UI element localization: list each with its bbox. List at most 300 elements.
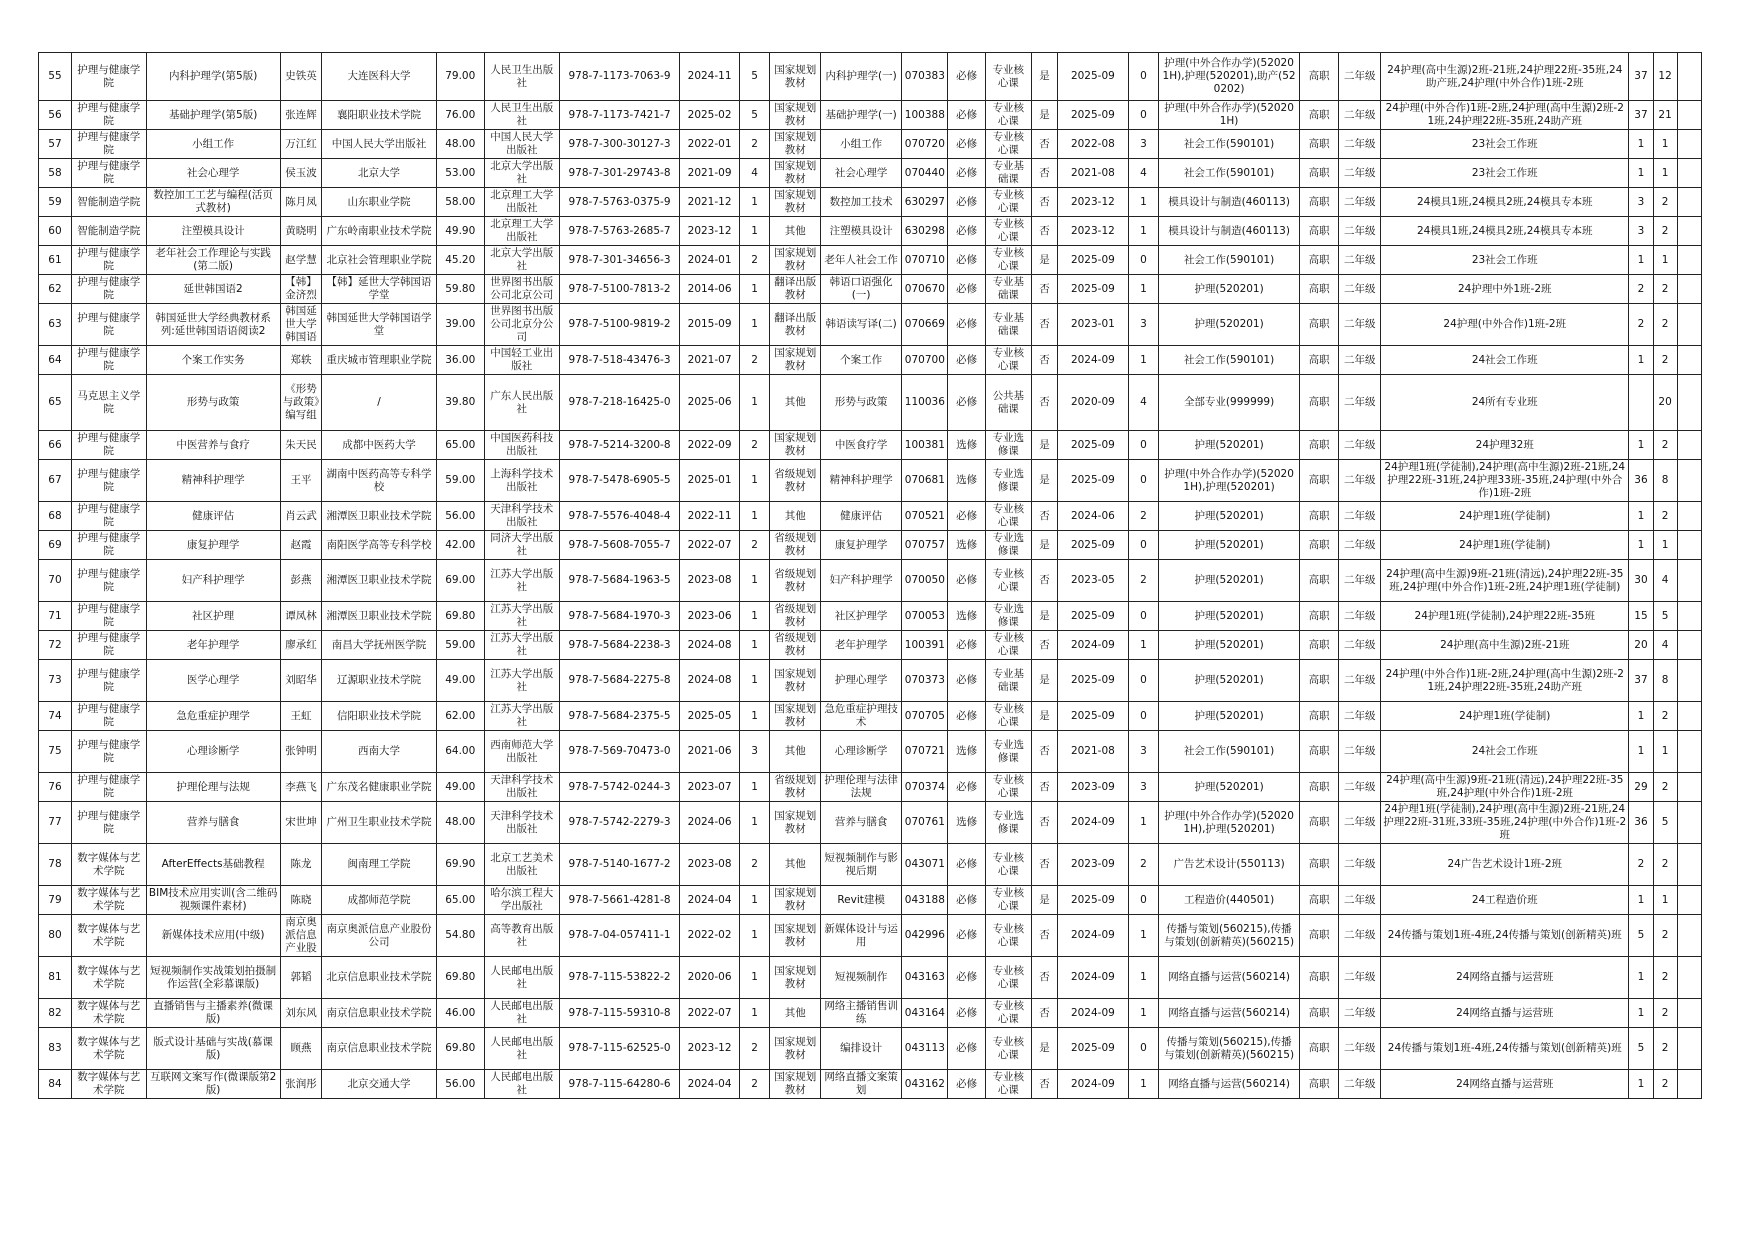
extra-cell [1677, 802, 1701, 844]
edition: 2 [739, 844, 770, 886]
edition: 1 [739, 375, 770, 431]
extra-cell [1677, 304, 1701, 346]
new-textbook-flag: 是 [1031, 431, 1057, 460]
textbook-title: 社区护理 [146, 602, 280, 631]
author-affiliation: 北京社会管理职业学院 [322, 246, 436, 275]
education-level: 高职 [1299, 631, 1339, 660]
usage-years: 3 [1128, 304, 1159, 346]
education-level: 高职 [1299, 130, 1339, 159]
course-category: 专业选修课 [985, 531, 1031, 560]
course-name: 护理心理学 [821, 660, 902, 702]
extra-cell [1677, 602, 1701, 631]
classes: 24护理(高中生源)2班-21班 [1381, 631, 1629, 660]
author-affiliation: 广州卫生职业技术学院 [322, 802, 436, 844]
course-name: 个案工作 [821, 346, 902, 375]
first-use-date: 2025-09 [1058, 101, 1128, 130]
isbn: 978-7-115-64280-6 [559, 1070, 680, 1099]
teacher-count: 4 [1653, 631, 1677, 660]
publisher: 哈尔滨工程大学出版社 [484, 886, 559, 915]
course-name: 韩语读写译(二) [821, 304, 902, 346]
table-row [39, 915, 1702, 957]
major: 护理(520201) [1159, 660, 1300, 702]
isbn: 978-7-5684-2238-3 [559, 631, 680, 660]
course-code: 070721 [902, 731, 948, 773]
price: 39.80 [436, 375, 484, 431]
classes: 24工程造价班 [1381, 886, 1629, 915]
textbook-type: 其他 [770, 844, 821, 886]
course-category: 专业核心课 [985, 346, 1031, 375]
row-number: 84 [39, 1070, 72, 1099]
teacher-count: 2 [1653, 915, 1677, 957]
course-nature: 必修 [948, 844, 985, 886]
education-level: 高职 [1299, 275, 1339, 304]
new-textbook-flag: 否 [1031, 957, 1057, 999]
table-row [39, 999, 1702, 1028]
classes: 24护理(高中生源)9班-21班(清远),24护理22班-35班,24护理(中外合作)1班-2班 [1381, 773, 1629, 802]
textbook-title: 个案工作实务 [146, 346, 280, 375]
education-level: 高职 [1299, 502, 1339, 531]
classes: 24护理(高中生源)2班-21班,24护理22班-35班,24助产班,24护理(中外合作)1班-2班 [1381, 53, 1629, 101]
extra-cell [1677, 188, 1701, 217]
major: 护理(中外合作办学)(520201H) [1159, 101, 1300, 130]
new-textbook-flag: 是 [1031, 1028, 1057, 1070]
teacher-count: 2 [1653, 1028, 1677, 1070]
college: 数字媒体与艺术学院 [71, 957, 146, 999]
author: 侯玉波 [280, 159, 322, 188]
author: 郭韬 [280, 957, 322, 999]
course-nature: 必修 [948, 560, 985, 602]
new-textbook-flag: 否 [1031, 999, 1057, 1028]
isbn: 978-7-5661-4281-8 [559, 886, 680, 915]
college: 护理与健康学院 [71, 502, 146, 531]
education-level: 高职 [1299, 159, 1339, 188]
education-level: 高职 [1299, 660, 1339, 702]
course-nature: 必修 [948, 631, 985, 660]
edition: 1 [739, 502, 770, 531]
price: 59.80 [436, 275, 484, 304]
usage-years: 0 [1128, 1028, 1159, 1070]
table-row [39, 375, 1702, 431]
grade: 二年级 [1339, 304, 1381, 346]
table-row [39, 531, 1702, 560]
author: 朱天民 [280, 431, 322, 460]
grade: 二年级 [1339, 560, 1381, 602]
textbook-type: 国家规划教材 [770, 130, 821, 159]
first-use-date: 2025-09 [1058, 460, 1128, 502]
author-affiliation: 广东茂名健康职业学院 [322, 773, 436, 802]
author-affiliation: 湘潭医卫职业技术学院 [322, 560, 436, 602]
course-category: 专业核心课 [985, 631, 1031, 660]
textbook-type: 翻译出版教材 [770, 304, 821, 346]
publish-date: 2024-08 [680, 660, 739, 702]
publisher: 同济大学出版社 [484, 531, 559, 560]
textbook-title: 精神科护理学 [146, 460, 280, 502]
publish-date: 2024-11 [680, 53, 739, 101]
new-textbook-flag: 是 [1031, 246, 1057, 275]
first-use-date: 2023-09 [1058, 844, 1128, 886]
row-number: 61 [39, 246, 72, 275]
first-use-date: 2025-09 [1058, 886, 1128, 915]
classes: 24护理(中外合作)1班-2班 [1381, 304, 1629, 346]
author-affiliation: 襄阳职业技术学院 [322, 101, 436, 130]
course-name: 精神科护理学 [821, 460, 902, 502]
course-category: 专业基础课 [985, 304, 1031, 346]
course-nature: 必修 [948, 101, 985, 130]
textbook-title: 老年护理学 [146, 631, 280, 660]
college: 护理与健康学院 [71, 660, 146, 702]
college: 护理与健康学院 [71, 460, 146, 502]
author: 王虹 [280, 702, 322, 731]
grade: 二年级 [1339, 346, 1381, 375]
major: 护理(中外合作办学)(520201H),护理(520201) [1159, 802, 1300, 844]
new-textbook-flag: 否 [1031, 802, 1057, 844]
author-affiliation: 闽南理工学院 [322, 844, 436, 886]
class-count: 1 [1629, 431, 1653, 460]
publish-date: 2022-07 [680, 531, 739, 560]
new-textbook-flag: 否 [1031, 502, 1057, 531]
author-affiliation: 北京交通大学 [322, 1070, 436, 1099]
education-level: 高职 [1299, 1070, 1339, 1099]
extra-cell [1677, 431, 1701, 460]
price: 49.00 [436, 660, 484, 702]
price: 49.90 [436, 217, 484, 246]
course-nature: 必修 [948, 957, 985, 999]
education-level: 高职 [1299, 886, 1339, 915]
publish-date: 2023-12 [680, 1028, 739, 1070]
edition: 1 [739, 999, 770, 1028]
price: 46.00 [436, 999, 484, 1028]
teacher-count: 1 [1653, 731, 1677, 773]
education-level: 高职 [1299, 304, 1339, 346]
price: 76.00 [436, 101, 484, 130]
course-code: 070053 [902, 602, 948, 631]
isbn: 978-7-1173-7063-9 [559, 53, 680, 101]
publish-date: 2024-04 [680, 886, 739, 915]
grade: 二年级 [1339, 1028, 1381, 1070]
usage-years: 1 [1128, 217, 1159, 246]
course-category: 专业基础课 [985, 275, 1031, 304]
publish-date: 2022-07 [680, 999, 739, 1028]
course-category: 专业选修课 [985, 460, 1031, 502]
course-nature: 必修 [948, 246, 985, 275]
college: 数字媒体与艺术学院 [71, 886, 146, 915]
usage-years: 0 [1128, 602, 1159, 631]
course-category: 专业核心课 [985, 702, 1031, 731]
course-nature: 必修 [948, 915, 985, 957]
class-count: 20 [1629, 631, 1653, 660]
course-code: 070705 [902, 702, 948, 731]
isbn: 978-7-5684-2275-8 [559, 660, 680, 702]
table-row [39, 602, 1702, 631]
course-code: 043071 [902, 844, 948, 886]
classes: 24社会工作班 [1381, 346, 1629, 375]
edition: 1 [739, 217, 770, 246]
author: 谭凤林 [280, 602, 322, 631]
extra-cell [1677, 560, 1701, 602]
extra-cell [1677, 631, 1701, 660]
publish-date: 2024-06 [680, 802, 739, 844]
extra-cell [1677, 1028, 1701, 1070]
college: 马克思主义学院 [71, 375, 146, 431]
textbook-type: 省级规划教材 [770, 560, 821, 602]
row-number: 65 [39, 375, 72, 431]
new-textbook-flag: 是 [1031, 660, 1057, 702]
textbook-type: 国家规划教材 [770, 101, 821, 130]
course-code: 042996 [902, 915, 948, 957]
edition: 2 [739, 1070, 770, 1099]
teacher-count: 1 [1653, 159, 1677, 188]
usage-years: 2 [1128, 844, 1159, 886]
course-name: 营养与膳食 [821, 802, 902, 844]
education-level: 高职 [1299, 375, 1339, 431]
course-category: 专业核心课 [985, 130, 1031, 159]
major: 模具设计与制造(460113) [1159, 188, 1300, 217]
education-level: 高职 [1299, 999, 1339, 1028]
textbook-title: 新媒体技术应用(中级) [146, 915, 280, 957]
teacher-count: 20 [1653, 375, 1677, 431]
course-nature: 必修 [948, 660, 985, 702]
edition: 5 [739, 101, 770, 130]
publisher: 北京工艺美术出版社 [484, 844, 559, 886]
price: 64.00 [436, 731, 484, 773]
education-level: 高职 [1299, 188, 1339, 217]
course-category: 专业选修课 [985, 431, 1031, 460]
college: 护理与健康学院 [71, 53, 146, 101]
table-row [39, 802, 1702, 844]
grade: 二年级 [1339, 375, 1381, 431]
grade: 二年级 [1339, 460, 1381, 502]
grade: 二年级 [1339, 886, 1381, 915]
class-count: 1 [1629, 346, 1653, 375]
price: 56.00 [436, 1070, 484, 1099]
first-use-date: 2020-09 [1058, 375, 1128, 431]
education-level: 高职 [1299, 802, 1339, 844]
classes: 24社会工作班 [1381, 731, 1629, 773]
textbook-type: 其他 [770, 731, 821, 773]
author-affiliation: 南京信息职业技术学院 [322, 999, 436, 1028]
extra-cell [1677, 159, 1701, 188]
course-code: 100381 [902, 431, 948, 460]
textbook-type: 国家规划教材 [770, 246, 821, 275]
course-code: 070757 [902, 531, 948, 560]
course-name: 社会心理学 [821, 159, 902, 188]
class-count: 2 [1629, 844, 1653, 886]
education-level: 高职 [1299, 246, 1339, 275]
textbook-type: 国家规划教材 [770, 702, 821, 731]
edition: 1 [739, 631, 770, 660]
price: 69.80 [436, 602, 484, 631]
price: 53.00 [436, 159, 484, 188]
college: 智能制造学院 [71, 188, 146, 217]
course-category: 专业基础课 [985, 660, 1031, 702]
major: 广告艺术设计(550113) [1159, 844, 1300, 886]
textbook-title: 医学心理学 [146, 660, 280, 702]
row-number: 81 [39, 957, 72, 999]
isbn: 978-7-115-62525-0 [559, 1028, 680, 1070]
row-number: 75 [39, 731, 72, 773]
isbn: 978-7-569-70473-0 [559, 731, 680, 773]
table-row [39, 188, 1702, 217]
education-level: 高职 [1299, 460, 1339, 502]
table-row [39, 1070, 1702, 1099]
extra-cell [1677, 275, 1701, 304]
class-count [1629, 375, 1653, 431]
edition: 5 [739, 53, 770, 101]
class-count: 1 [1629, 731, 1653, 773]
row-number: 76 [39, 773, 72, 802]
row-number: 83 [39, 1028, 72, 1070]
price: 69.80 [436, 957, 484, 999]
isbn: 978-7-1173-7421-7 [559, 101, 680, 130]
extra-cell [1677, 53, 1701, 101]
first-use-date: 2025-09 [1058, 531, 1128, 560]
course-nature: 必修 [948, 346, 985, 375]
classes: 24传播与策划1班-4班,24传播与策划(创新精英)班 [1381, 915, 1629, 957]
course-nature: 必修 [948, 702, 985, 731]
textbook-title: 老年社会工作理论与实践(第二版) [146, 246, 280, 275]
table-row [39, 631, 1702, 660]
usage-years: 4 [1128, 375, 1159, 431]
edition: 2 [739, 130, 770, 159]
publish-date: 2022-02 [680, 915, 739, 957]
author: 肖云武 [280, 502, 322, 531]
grade: 二年级 [1339, 631, 1381, 660]
publish-date: 2014-06 [680, 275, 739, 304]
extra-cell [1677, 460, 1701, 502]
grade: 二年级 [1339, 915, 1381, 957]
college: 护理与健康学院 [71, 731, 146, 773]
college: 护理与健康学院 [71, 560, 146, 602]
publish-date: 2024-04 [680, 1070, 739, 1099]
extra-cell [1677, 702, 1701, 731]
extra-cell [1677, 375, 1701, 431]
education-level: 高职 [1299, 702, 1339, 731]
price: 48.00 [436, 802, 484, 844]
textbook-title: 短视频制作实战策划拍摄制作运营(全彩慕课版) [146, 957, 280, 999]
course-category: 专业核心课 [985, 886, 1031, 915]
new-textbook-flag: 否 [1031, 731, 1057, 773]
isbn: 978-7-5576-4048-4 [559, 502, 680, 531]
course-nature: 必修 [948, 886, 985, 915]
course-nature: 必修 [948, 1028, 985, 1070]
author: 赵学慧 [280, 246, 322, 275]
price: 65.00 [436, 431, 484, 460]
row-number: 79 [39, 886, 72, 915]
course-code: 043113 [902, 1028, 948, 1070]
extra-cell [1677, 731, 1701, 773]
publisher: 人民卫生出版社 [484, 53, 559, 101]
course-code: 070373 [902, 660, 948, 702]
class-count: 2 [1629, 275, 1653, 304]
author-affiliation: 辽源职业技术学院 [322, 660, 436, 702]
teacher-count: 2 [1653, 999, 1677, 1028]
class-count: 30 [1629, 560, 1653, 602]
course-nature: 必修 [948, 130, 985, 159]
textbook-type: 国家规划教材 [770, 53, 821, 101]
usage-years: 1 [1128, 915, 1159, 957]
author: 张钟明 [280, 731, 322, 773]
publisher: 人民邮电出版社 [484, 957, 559, 999]
class-count: 1 [1629, 1070, 1653, 1099]
edition: 2 [739, 531, 770, 560]
textbook-type: 省级规划教材 [770, 460, 821, 502]
college: 护理与健康学院 [71, 531, 146, 560]
author-affiliation: 湖南中医药高等专科学校 [322, 460, 436, 502]
college: 护理与健康学院 [71, 602, 146, 631]
author-affiliation: 信阳职业技术学院 [322, 702, 436, 731]
course-code: 630298 [902, 217, 948, 246]
first-use-date: 2023-09 [1058, 773, 1128, 802]
education-level: 高职 [1299, 1028, 1339, 1070]
classes: 24护理(高中生源)9班-21班(清远),24护理22班-35班,24护理(中外合作)1班-2班,24护理1班(学徒制) [1381, 560, 1629, 602]
textbook-type: 国家规划教材 [770, 660, 821, 702]
course-category: 专业选修课 [985, 602, 1031, 631]
usage-years: 0 [1128, 101, 1159, 130]
course-code: 070670 [902, 275, 948, 304]
publish-date: 2022-11 [680, 502, 739, 531]
edition: 3 [739, 731, 770, 773]
teacher-count: 2 [1653, 1070, 1677, 1099]
edition: 1 [739, 304, 770, 346]
isbn: 978-7-5742-2279-3 [559, 802, 680, 844]
publisher: 江苏大学出版社 [484, 660, 559, 702]
class-count: 37 [1629, 53, 1653, 101]
course-nature: 必修 [948, 275, 985, 304]
course-category: 专业核心课 [985, 188, 1031, 217]
row-number: 78 [39, 844, 72, 886]
classes: 24护理1班(学徒制) [1381, 702, 1629, 731]
usage-years: 0 [1128, 460, 1159, 502]
education-level: 高职 [1299, 531, 1339, 560]
price: 59.00 [436, 460, 484, 502]
first-use-date: 2024-09 [1058, 346, 1128, 375]
textbook-type: 国家规划教材 [770, 431, 821, 460]
row-number: 56 [39, 101, 72, 130]
usage-years: 0 [1128, 531, 1159, 560]
first-use-date: 2024-09 [1058, 631, 1128, 660]
row-number: 63 [39, 304, 72, 346]
major: 全部专业(999999) [1159, 375, 1300, 431]
course-name: 短视频制作与影视后期 [821, 844, 902, 886]
grade: 二年级 [1339, 531, 1381, 560]
price: 62.00 [436, 702, 484, 731]
price: 49.00 [436, 773, 484, 802]
isbn: 978-7-5100-9819-2 [559, 304, 680, 346]
price: 69.80 [436, 1028, 484, 1070]
table-row [39, 957, 1702, 999]
first-use-date: 2022-08 [1058, 130, 1128, 159]
course-category: 专业核心课 [985, 217, 1031, 246]
classes: 24模具1班,24模具2班,24模具专本班 [1381, 217, 1629, 246]
major: 社会工作(590101) [1159, 346, 1300, 375]
row-number: 64 [39, 346, 72, 375]
grade: 二年级 [1339, 246, 1381, 275]
row-number: 69 [39, 531, 72, 560]
course-name: 康复护理学 [821, 531, 902, 560]
classes: 24护理32班 [1381, 431, 1629, 460]
course-category: 专业核心课 [985, 53, 1031, 101]
grade: 二年级 [1339, 702, 1381, 731]
publisher: 北京理工大学出版社 [484, 217, 559, 246]
education-level: 高职 [1299, 844, 1339, 886]
grade: 二年级 [1339, 802, 1381, 844]
extra-cell [1677, 531, 1701, 560]
teacher-count: 8 [1653, 660, 1677, 702]
author: 史铁英 [280, 53, 322, 101]
class-count: 36 [1629, 460, 1653, 502]
extra-cell [1677, 886, 1701, 915]
textbook-type: 国家规划教材 [770, 802, 821, 844]
